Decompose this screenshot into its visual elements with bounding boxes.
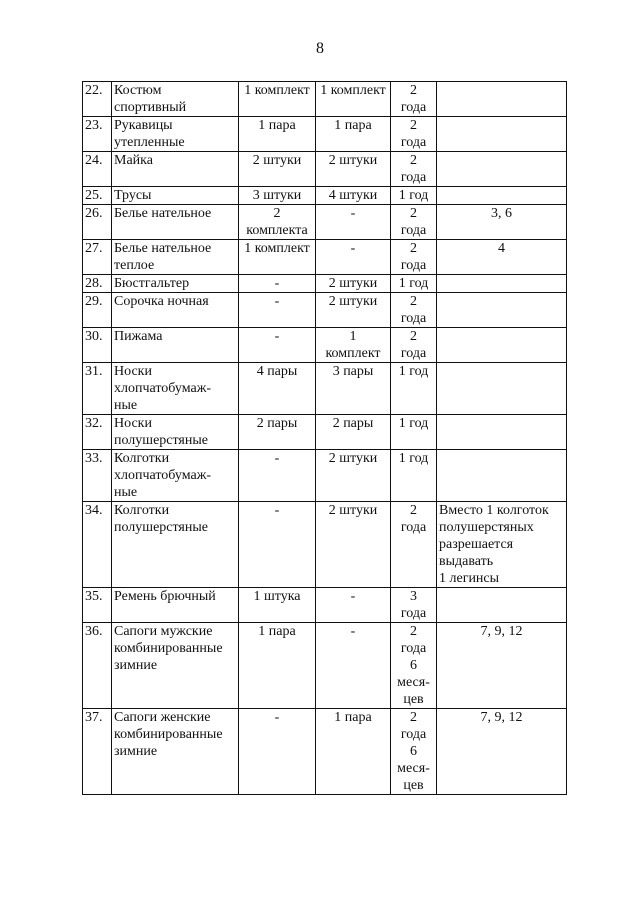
- wear-term-cell: 2 года: [391, 328, 437, 363]
- quantity-men-cell: 3 штуки: [239, 187, 316, 205]
- quantity-women-cell: -: [316, 623, 391, 709]
- wear-term-cell: 2 года: [391, 82, 437, 117]
- quantity-women-cell: 2 штуки: [316, 450, 391, 502]
- quantity-women-cell: 2 штуки: [316, 152, 391, 187]
- wear-term-cell: 2 года 6 меся- цев: [391, 623, 437, 709]
- row-number-cell: 28.: [83, 275, 112, 293]
- row-number-cell: 37.: [83, 709, 112, 795]
- item-name-cell: Майка: [112, 152, 239, 187]
- table-row: [83, 117, 567, 152]
- item-name-cell: Пижама: [112, 328, 239, 363]
- table-row: [83, 293, 567, 328]
- table-row: [83, 415, 567, 450]
- note-cell: [437, 450, 567, 502]
- item-name-cell: Сапоги мужские комбинированные зимние: [112, 623, 239, 709]
- quantity-men-cell: -: [239, 275, 316, 293]
- item-name-cell: Белье нательное теплое: [112, 240, 239, 275]
- quantity-men-cell: -: [239, 450, 316, 502]
- quantity-men-cell: -: [239, 709, 316, 795]
- note-cell: 4: [437, 240, 567, 275]
- row-number-cell: 24.: [83, 152, 112, 187]
- row-number-cell: 33.: [83, 450, 112, 502]
- quantity-men-cell: 2 комплекта: [239, 205, 316, 240]
- quantity-women-cell: 4 штуки: [316, 187, 391, 205]
- wear-term-cell: 1 год: [391, 415, 437, 450]
- table-row: [83, 363, 567, 415]
- page-number: 8: [316, 40, 324, 57]
- wear-term-cell: 2 года: [391, 117, 437, 152]
- note-cell: [437, 415, 567, 450]
- note-cell: [437, 82, 567, 117]
- wear-term-cell: 2 года: [391, 293, 437, 328]
- note-cell: 7, 9, 12: [437, 623, 567, 709]
- quantity-women-cell: 3 пары: [316, 363, 391, 415]
- row-number-cell: 30.: [83, 328, 112, 363]
- note-cell: [437, 363, 567, 415]
- table-body: [83, 82, 567, 795]
- row-number-cell: 35.: [83, 588, 112, 623]
- note-cell: 3, 6: [437, 205, 567, 240]
- row-number-cell: 22.: [83, 82, 112, 117]
- quantity-women-cell: -: [316, 240, 391, 275]
- note-cell: [437, 187, 567, 205]
- item-name-cell: Колготки хлопчатобумаж- ные: [112, 450, 239, 502]
- item-name-cell: Сапоги женские комбинированные зимние: [112, 709, 239, 795]
- quantity-women-cell: -: [316, 205, 391, 240]
- quantity-women-cell: 1 пара: [316, 117, 391, 152]
- item-name-cell: Носки хлопчатобумаж- ные: [112, 363, 239, 415]
- note-cell: [437, 328, 567, 363]
- item-name-cell: Колготки полушерстяные: [112, 502, 239, 588]
- table-row: [83, 152, 567, 187]
- table-row: [83, 205, 567, 240]
- row-number-cell: 26.: [83, 205, 112, 240]
- table-row: [83, 588, 567, 623]
- row-number-cell: 32.: [83, 415, 112, 450]
- table-row: [83, 187, 567, 205]
- item-name-cell: Ремень брючный: [112, 588, 239, 623]
- table-row: [83, 709, 567, 795]
- clothing-norms-table: [82, 81, 567, 795]
- quantity-men-cell: 2 пары: [239, 415, 316, 450]
- note-cell: [437, 293, 567, 328]
- quantity-women-cell: 2 штуки: [316, 502, 391, 588]
- row-number-cell: 29.: [83, 293, 112, 328]
- quantity-men-cell: -: [239, 328, 316, 363]
- row-number-cell: 23.: [83, 117, 112, 152]
- item-name-cell: Костюм спортивный: [112, 82, 239, 117]
- quantity-men-cell: 1 штука: [239, 588, 316, 623]
- table-row: [83, 275, 567, 293]
- note-cell: 7, 9, 12: [437, 709, 567, 795]
- wear-term-cell: 1 год: [391, 187, 437, 205]
- wear-term-cell: 1 год: [391, 363, 437, 415]
- quantity-women-cell: -: [316, 588, 391, 623]
- table-row: [83, 450, 567, 502]
- quantity-men-cell: 2 штуки: [239, 152, 316, 187]
- item-name-cell: Рукавицы утепленные: [112, 117, 239, 152]
- wear-term-cell: 2 года 6 меся- цев: [391, 709, 437, 795]
- quantity-women-cell: 2 штуки: [316, 293, 391, 328]
- quantity-men-cell: 1 пара: [239, 623, 316, 709]
- wear-term-cell: 2 года: [391, 152, 437, 187]
- quantity-men-cell: 1 комплект: [239, 240, 316, 275]
- quantity-women-cell: 2 штуки: [316, 275, 391, 293]
- row-number-cell: 34.: [83, 502, 112, 588]
- note-cell: [437, 275, 567, 293]
- wear-term-cell: 1 год: [391, 275, 437, 293]
- row-number-cell: 27.: [83, 240, 112, 275]
- wear-term-cell: 2 года: [391, 205, 437, 240]
- quantity-men-cell: 1 пара: [239, 117, 316, 152]
- table-row: [83, 240, 567, 275]
- item-name-cell: Сорочка ночная: [112, 293, 239, 328]
- quantity-women-cell: 1 комплект: [316, 82, 391, 117]
- wear-term-cell: 2 года: [391, 502, 437, 588]
- quantity-men-cell: -: [239, 502, 316, 588]
- quantity-men-cell: 4 пары: [239, 363, 316, 415]
- quantity-men-cell: 1 комплект: [239, 82, 316, 117]
- table-row: [83, 328, 567, 363]
- table-row: [83, 502, 567, 588]
- quantity-men-cell: -: [239, 293, 316, 328]
- row-number-cell: 36.: [83, 623, 112, 709]
- item-name-cell: Носки полушерстяные: [112, 415, 239, 450]
- note-cell: [437, 588, 567, 623]
- row-number-cell: 31.: [83, 363, 112, 415]
- table-row: [83, 623, 567, 709]
- note-cell: Вместо 1 колготок полушерстяных разрешается выдавать 1 легинсы: [437, 502, 567, 588]
- wear-term-cell: 3 года: [391, 588, 437, 623]
- item-name-cell: Белье нательное: [112, 205, 239, 240]
- item-name-cell: Трусы: [112, 187, 239, 205]
- row-number-cell: 25.: [83, 187, 112, 205]
- quantity-women-cell: 1 комплект: [316, 328, 391, 363]
- table-row: [83, 82, 567, 117]
- quantity-women-cell: 2 пары: [316, 415, 391, 450]
- note-cell: [437, 117, 567, 152]
- note-cell: [437, 152, 567, 187]
- quantity-women-cell: 1 пара: [316, 709, 391, 795]
- wear-term-cell: 1 год: [391, 450, 437, 502]
- item-name-cell: Бюстгальтер: [112, 275, 239, 293]
- wear-term-cell: 2 года: [391, 240, 437, 275]
